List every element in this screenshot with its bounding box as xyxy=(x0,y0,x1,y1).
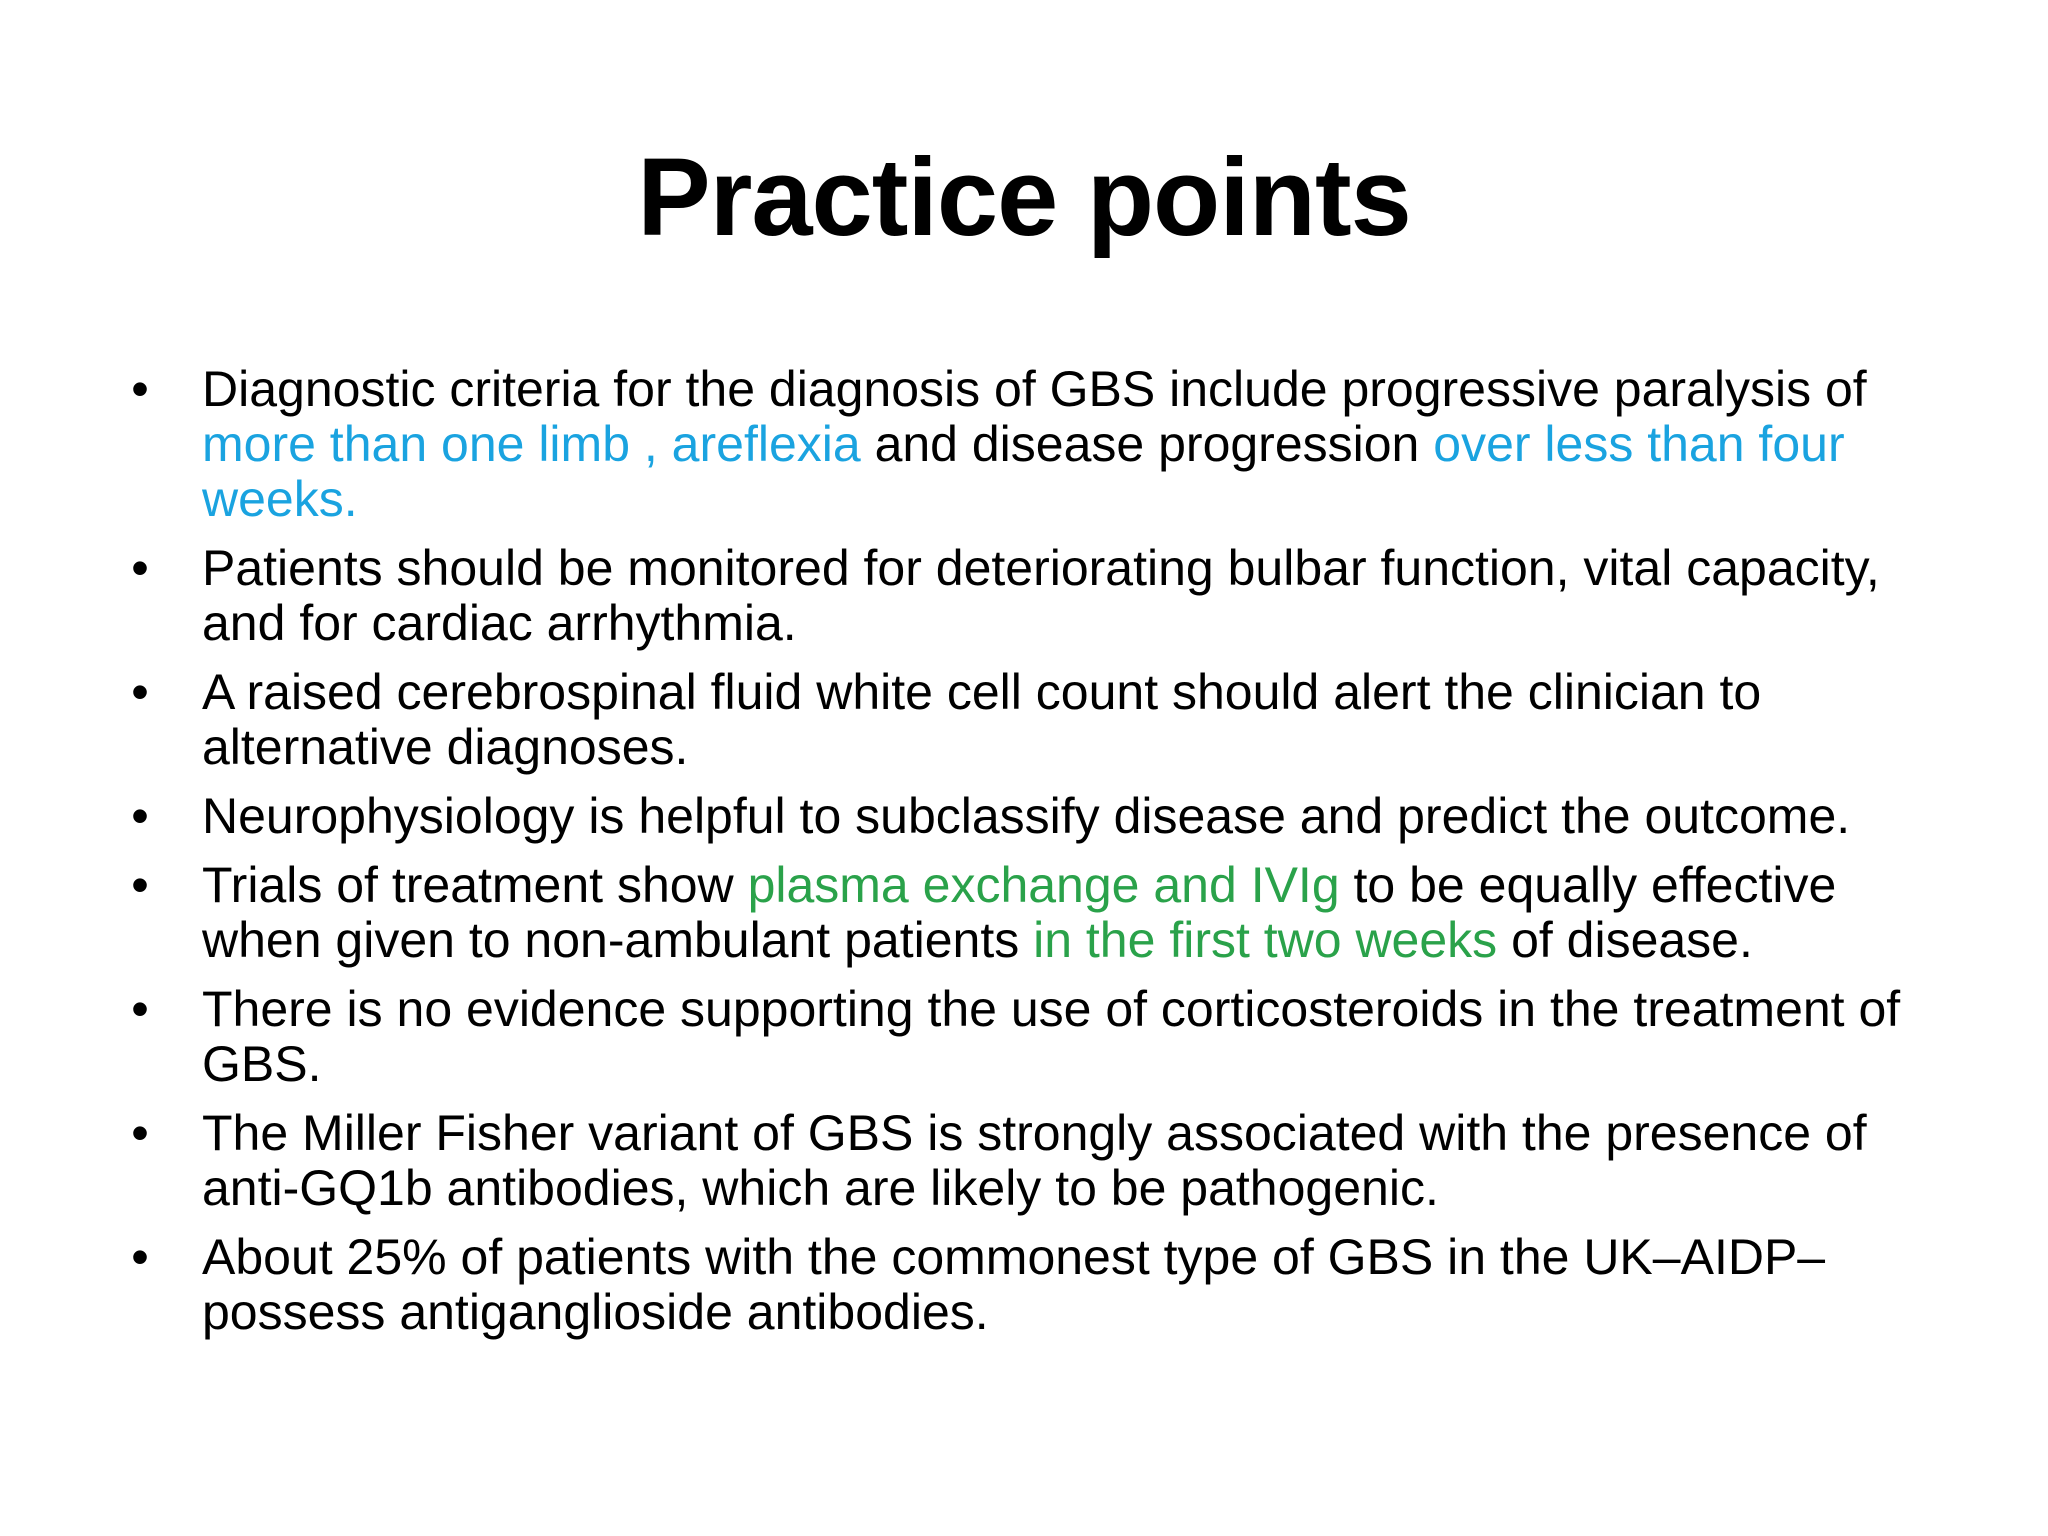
bullet-text: A raised cerebrospinal fluid white cell count should alert the clinician to alternative diagnoses. xyxy=(202,664,1762,775)
bullet-item xyxy=(120,541,1950,651)
bullet-dot-icon: • xyxy=(131,540,149,596)
text-segment: to be equally effective when given to non-ambulant patients xyxy=(202,857,1837,968)
text-segment: of disease. xyxy=(1497,912,1753,968)
highlight-segment: over less than four weeks. xyxy=(202,416,1845,527)
bullet-dot-icon: • xyxy=(131,857,149,913)
bullet-item xyxy=(120,1230,1950,1340)
bullet-text xyxy=(202,361,1867,527)
bullet-dot-icon: • xyxy=(131,361,149,417)
bullet-text: About 25% of patients with the commonest type of GBS in the UK–AIDP– possess antiganglioside antibodies. xyxy=(202,1229,1826,1340)
bullet-text: The Miller Fisher variant of GBS is strongly associated with the presence of anti-GQ1b antibodies, which are likely to be pathogenic. xyxy=(202,1105,1867,1216)
bullet-item xyxy=(120,789,1950,844)
text-segment: Trials of treatment show xyxy=(202,857,748,913)
bullet-item xyxy=(120,665,1950,775)
slide-title: Practice points xyxy=(637,136,1411,259)
bullet-dot-icon: • xyxy=(131,664,149,720)
highlight-segment: more than one limb , areflexia xyxy=(202,416,861,472)
bullet-list xyxy=(120,362,1950,1354)
text-segment: Diagnostic criteria for the diagnosis of GBS include progressive paralysis of xyxy=(202,361,1867,417)
bullet-text: There is no evidence supporting the use of corticosteroids in the treatment of GBS. xyxy=(202,981,1901,1092)
highlight-segment: in the first two weeks xyxy=(1033,912,1498,968)
bullet-item xyxy=(120,1106,1950,1216)
bullet-dot-icon: • xyxy=(131,788,149,844)
bullet-text: Neurophysiology is helpful to subclassify disease and predict the outcome. xyxy=(202,788,1851,844)
bullet-dot-icon: • xyxy=(131,981,149,1037)
bullet-item xyxy=(120,362,1950,527)
bullet-item xyxy=(120,982,1950,1092)
highlight-segment: plasma exchange and IVIg xyxy=(747,857,1340,913)
bullet-item xyxy=(120,858,1950,968)
text-segment: and disease progression xyxy=(860,416,1434,472)
bullet-text xyxy=(202,857,1836,968)
bullet-text: Patients should be monitored for deteriorating bulbar function, vital capacity, and for cardiac arrhythmia. xyxy=(202,540,1880,651)
bullet-dot-icon: • xyxy=(131,1105,149,1161)
bullet-dot-icon: • xyxy=(131,1229,149,1285)
